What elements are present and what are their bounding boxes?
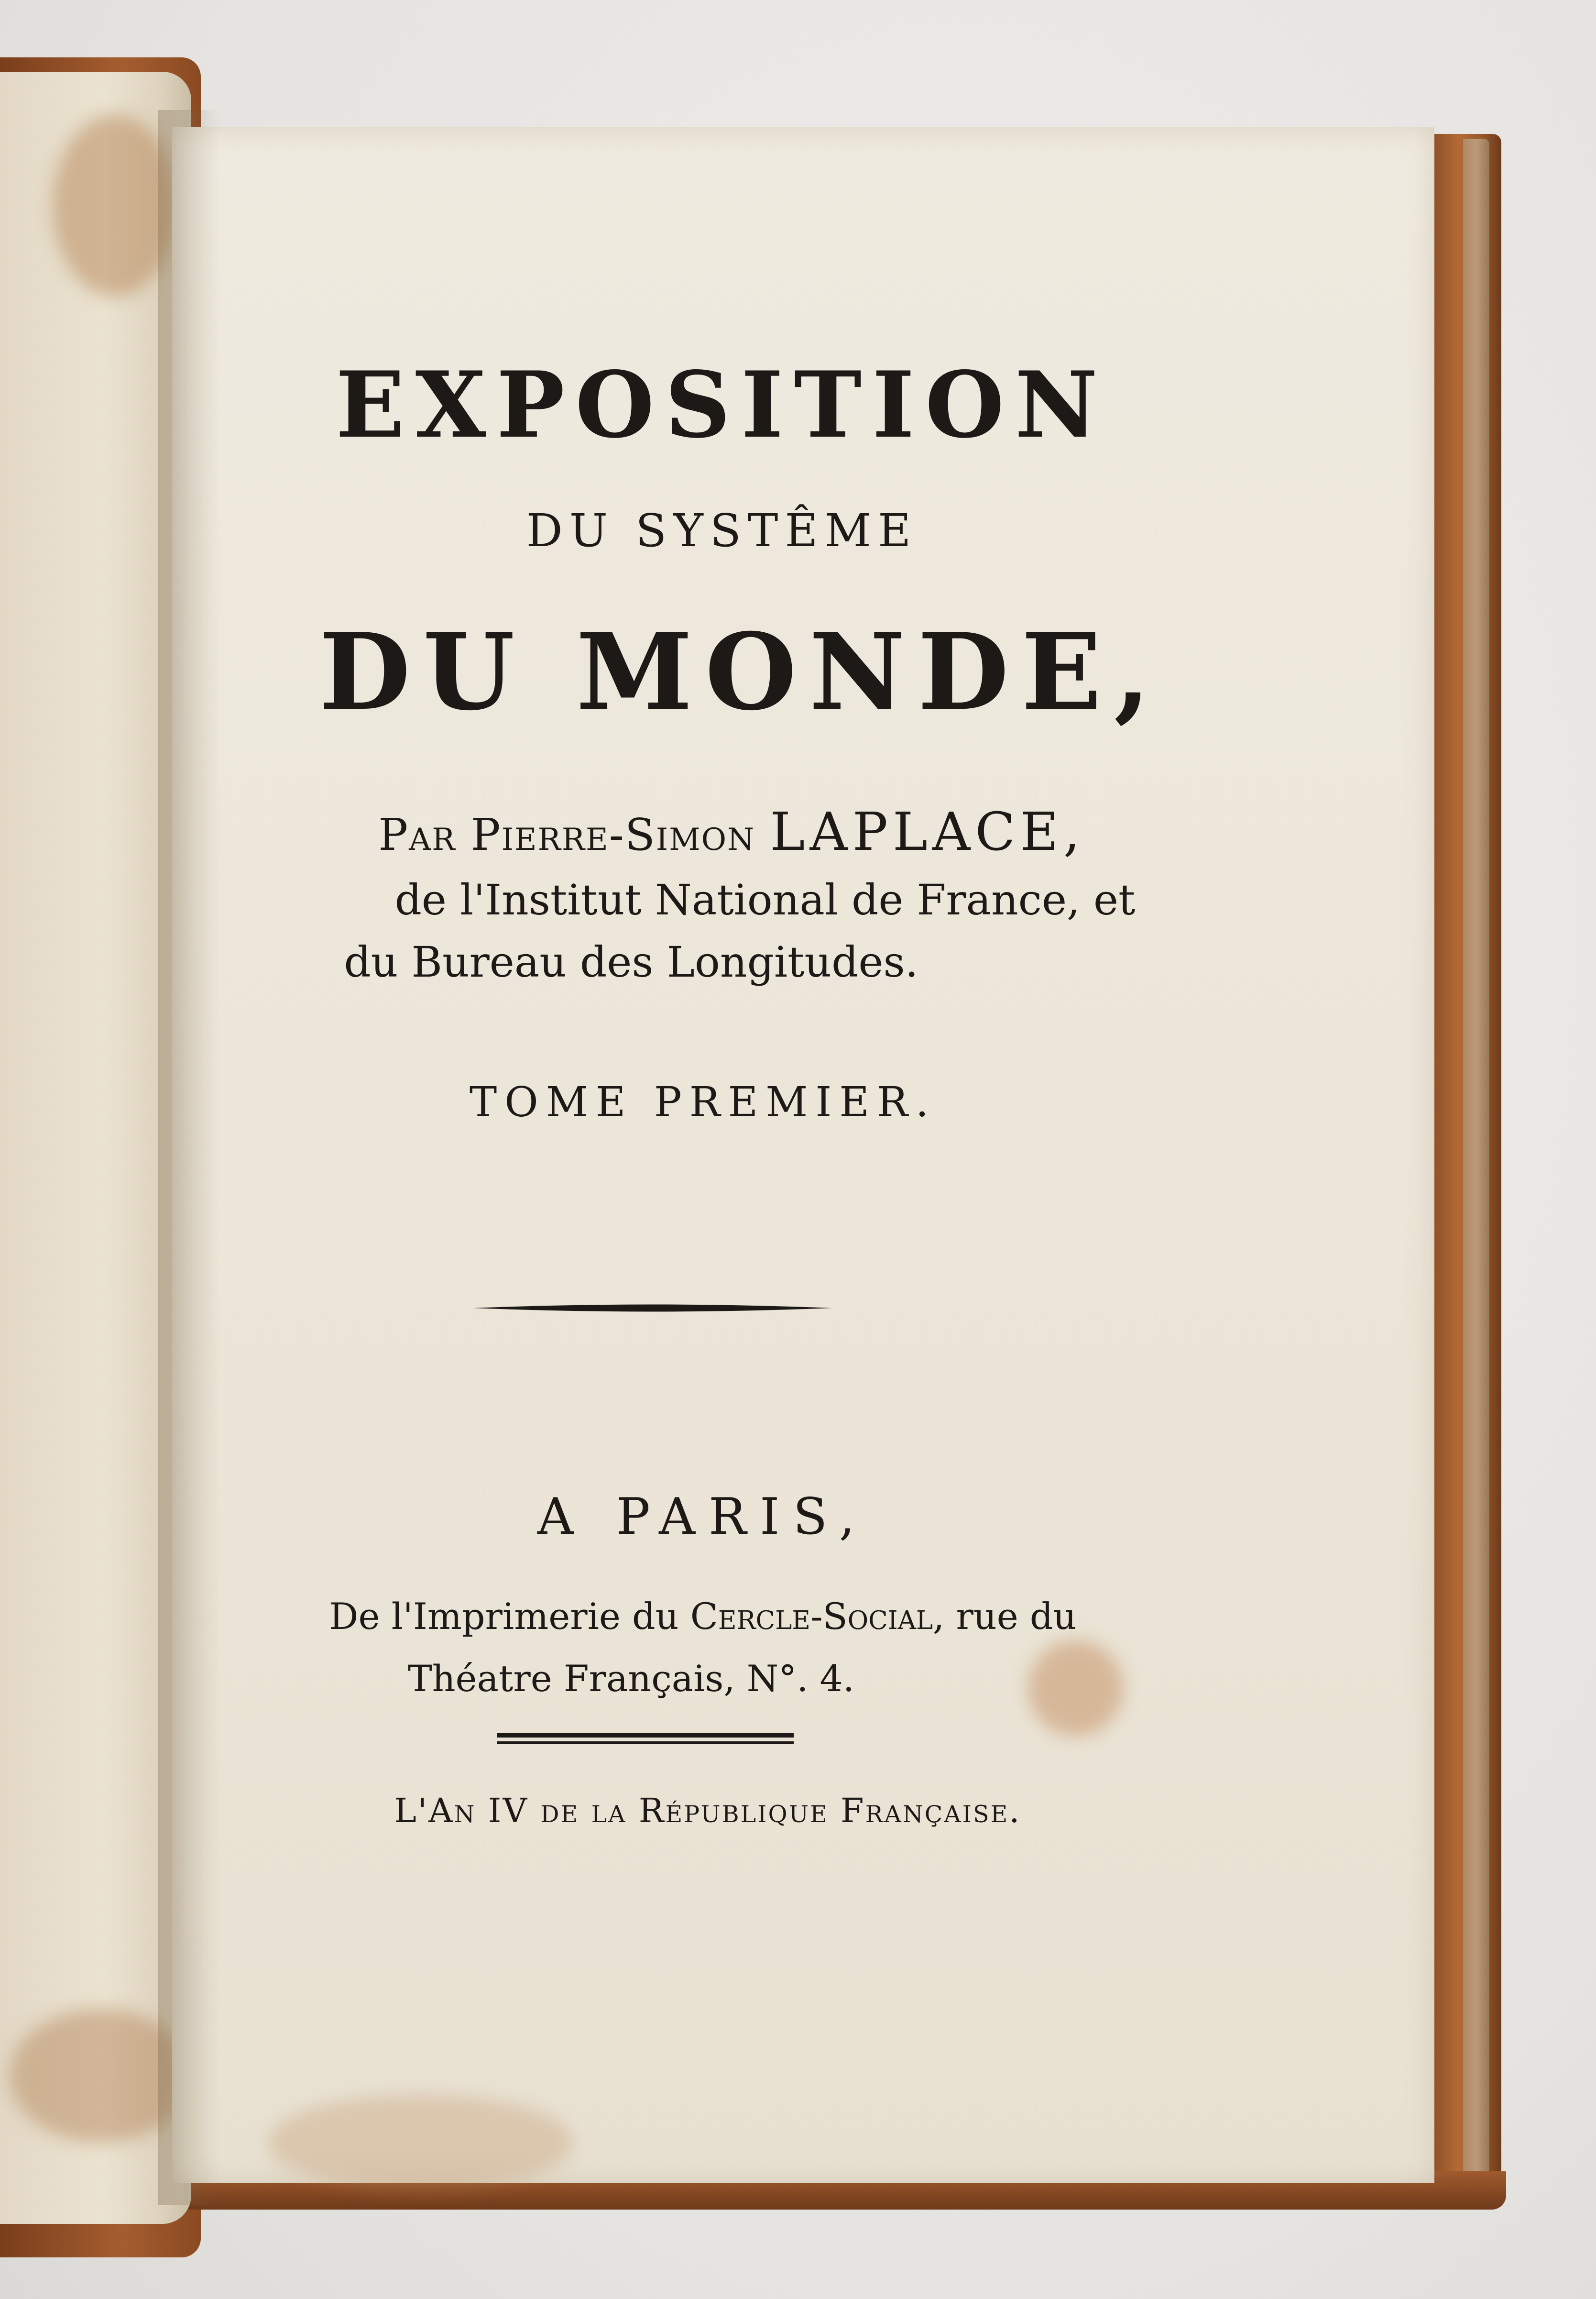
affiliation-line-2: du Bureau des Longitudes. xyxy=(344,937,918,987)
title-du-systeme: DU SYSTÊME xyxy=(526,505,918,557)
printer-line-1 xyxy=(249,1595,1157,1638)
printer-prefix: De l'Imprimerie du xyxy=(329,1595,679,1638)
printer-street: , rue du xyxy=(933,1595,1077,1638)
date-line: L'An IV de la République Française. xyxy=(394,1791,1021,1830)
printer-name: Cercle-Social xyxy=(690,1595,933,1638)
title-du-monde: DU MONDE, xyxy=(319,610,1163,734)
double-rule xyxy=(497,1729,794,1748)
place-of-publication: A PARIS, xyxy=(537,1487,869,1546)
volume-label: TOME PREMIER. xyxy=(469,1078,937,1126)
page-edges xyxy=(1463,139,1489,2181)
ornamental-rule xyxy=(473,1301,832,1315)
title-exposition: EXPOSITION xyxy=(335,352,1109,458)
author-line xyxy=(253,801,1210,862)
affiliation-line-1: de l'Institut National de France, et xyxy=(394,875,1136,924)
printer-line-2: Théatre Français, N°. 4. xyxy=(407,1657,855,1700)
title-page-text xyxy=(172,127,1434,2183)
author-prefix: Par Pierre-Simon xyxy=(378,809,755,860)
author-name: LAPLACE, xyxy=(770,801,1085,862)
